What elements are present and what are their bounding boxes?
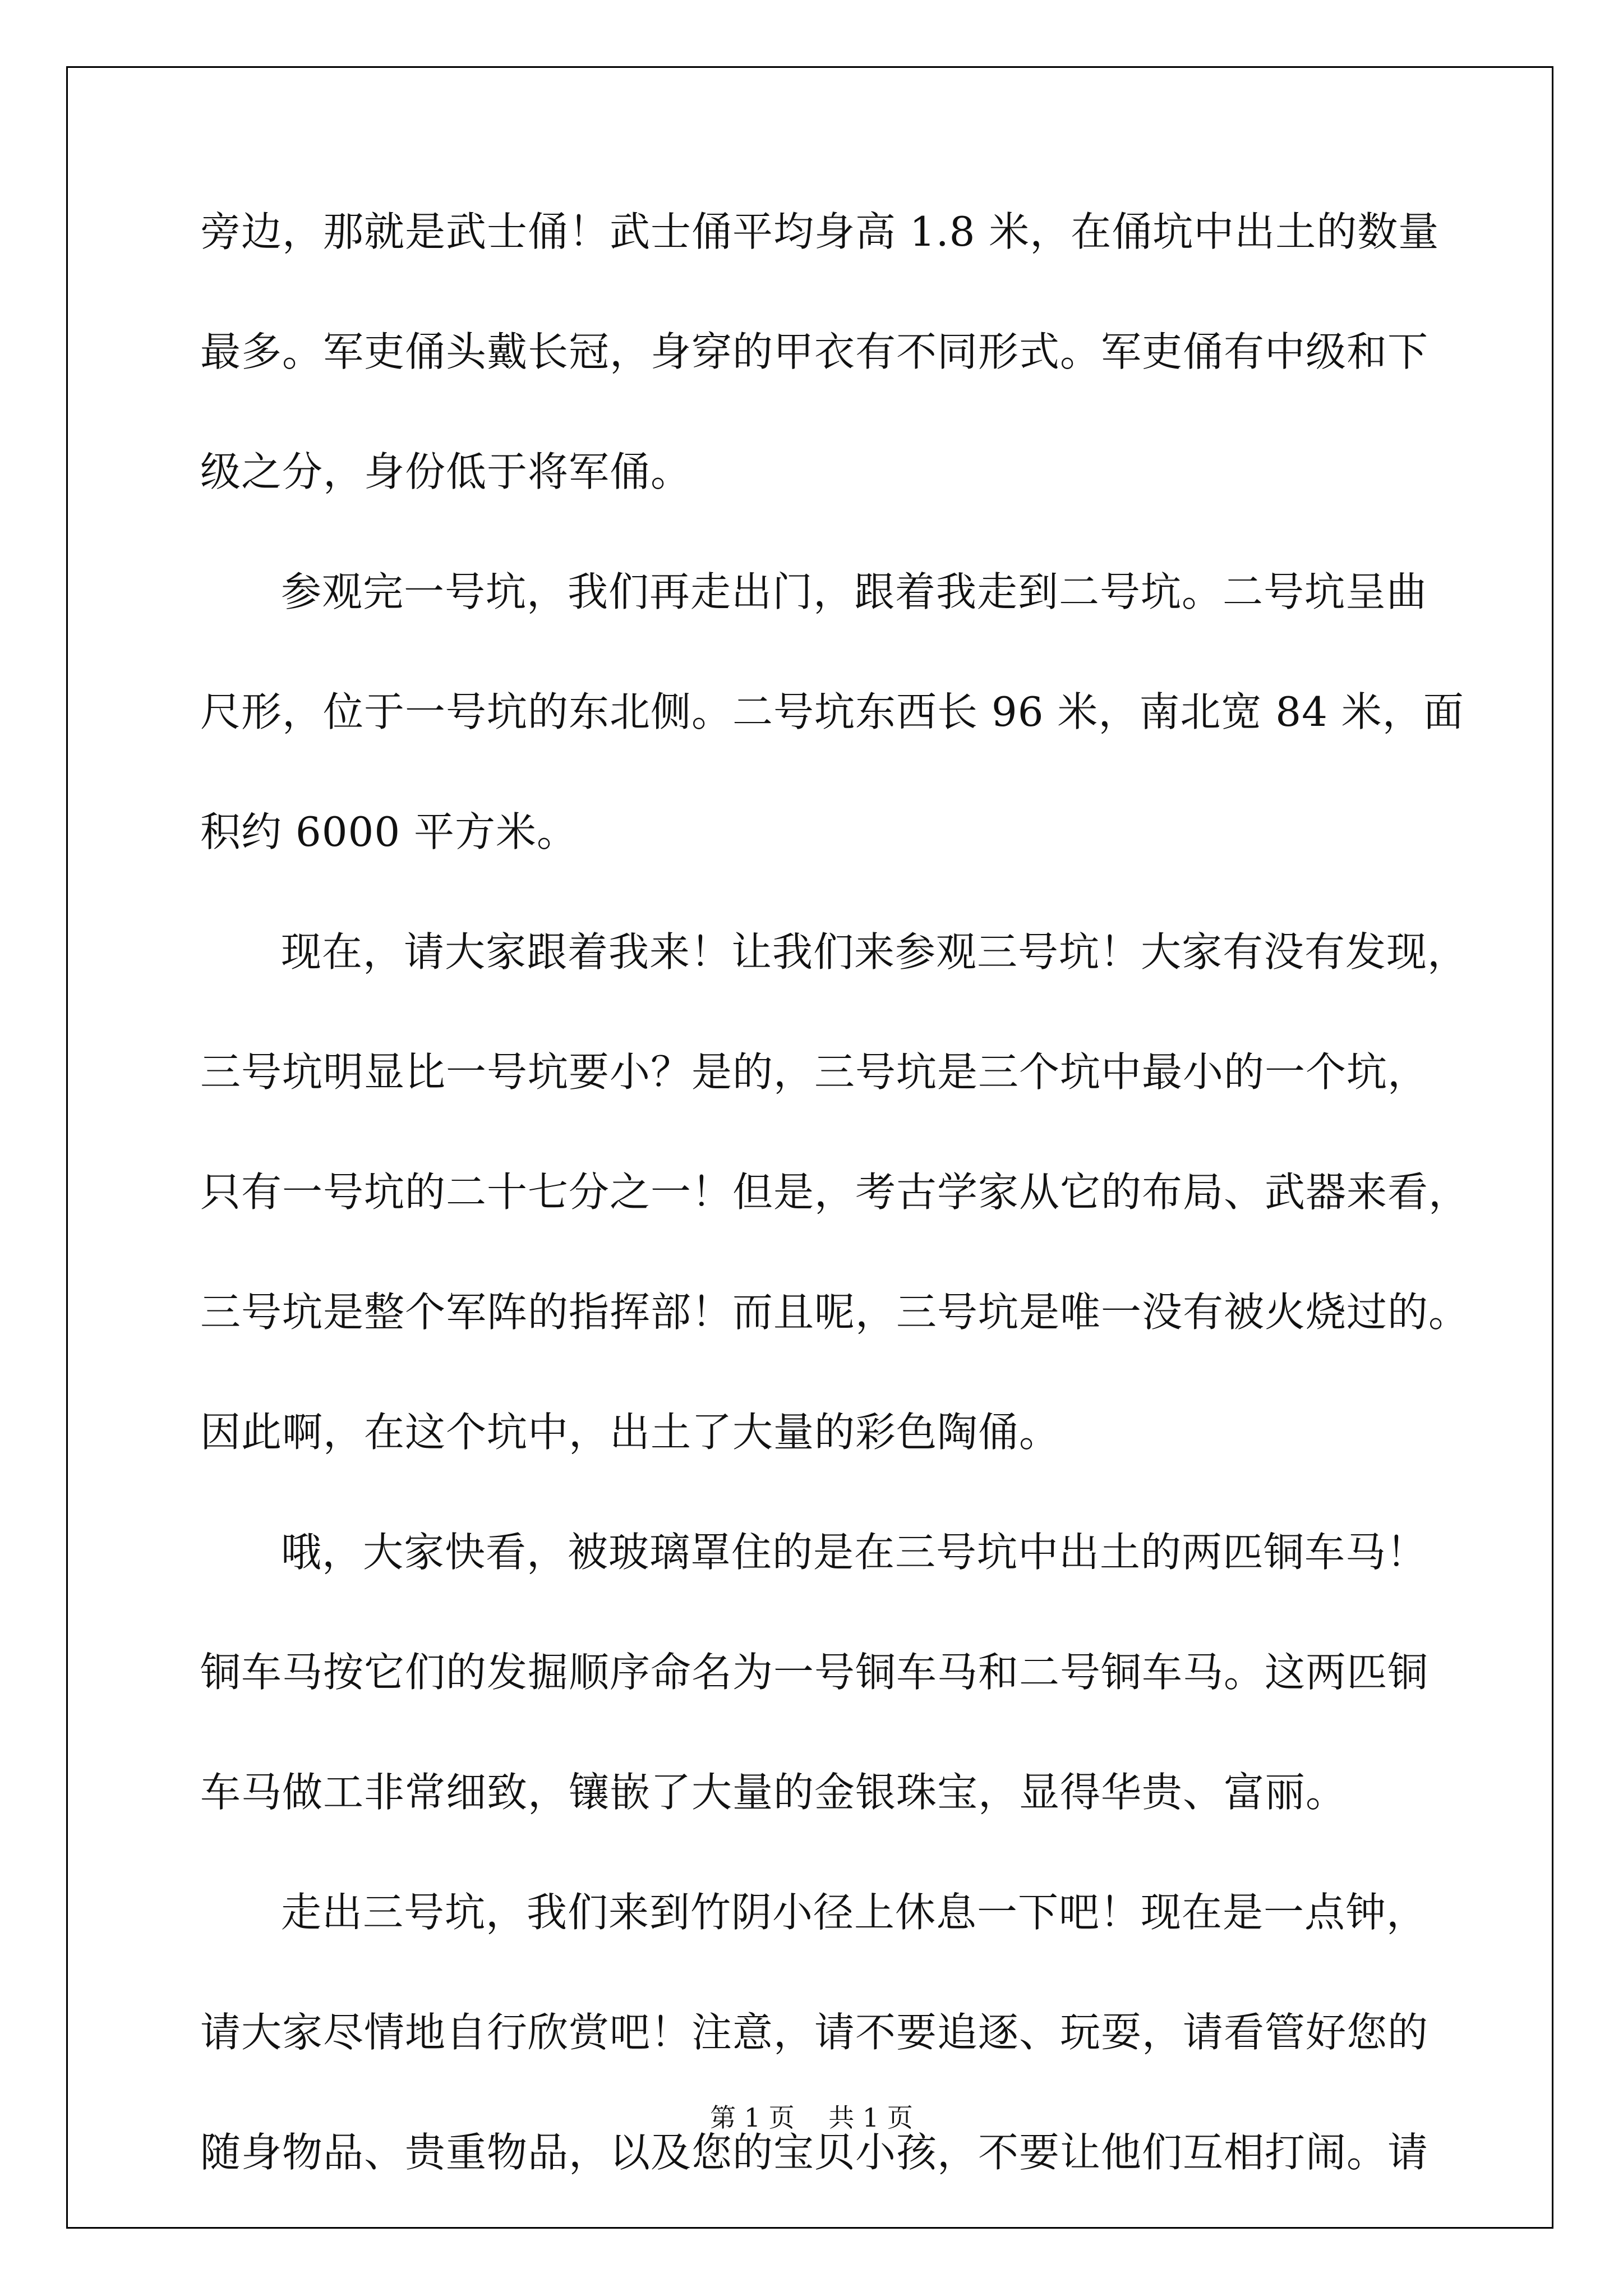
text-line: 积约 6000 平方米。 [200, 808, 578, 855]
text-line: 三号坑是整个军阵的指挥部！而且呢，三号坑是唯一没有被火烧过的。 [200, 1289, 1470, 1336]
paragraph-first-line: 现在，请大家跟着我来！让我们来参观三号坑！大家有没有发现， [281, 928, 1469, 976]
text-line: 车马做工非常细致，镶嵌了大量的金银珠宝，显得华贵、富丽。 [200, 1769, 1347, 1816]
paragraph-first-line: 参观完一号坑，我们再走出门，跟着我走到二号坑。二号坑呈曲 [281, 568, 1428, 615]
text-line: 级之分，身份低于将军俑。 [200, 448, 692, 495]
text-line: 三号坑明显比一号坑要小？是的，三号坑是三个坑中最小的一个坑， [200, 1048, 1429, 1096]
text-line: 因此啊，在这个坑中，出土了大量的彩色陶俑。 [200, 1409, 1061, 1456]
text-line: 随身物品、贵重物品，以及您的宝贝小孩，不要让他们互相打闹。请 [200, 2129, 1429, 2176]
text-line: 尺形，位于一号坑的东北侧。二号坑东西长 96 米，南北宽 84 米，面 [200, 688, 1464, 735]
text-line: 只有一号坑的二十七分之一！但是，考古学家从它的布局、武器来看， [200, 1168, 1470, 1216]
text-line: 旁边，那就是武士俑！武士俑平均身高 1.8 米，在俑坑中出土的数量 [200, 208, 1440, 255]
paragraph-first-line: 哦，大家快看，被玻璃罩住的是在三号坑中出土的两匹铜车马！ [281, 1529, 1428, 1576]
text-line: 最多。军吏俑头戴长冠，身穿的甲衣有不同形式。军吏俑有中级和下 [200, 328, 1429, 375]
text-line: 请大家尽情地自行欣赏吧！注意，请不要追逐、玩耍，请看管好您的 [200, 2009, 1429, 2056]
paragraph-first-line: 走出三号坑，我们来到竹阴小径上休息一下吧！现在是一点钟， [281, 1889, 1428, 1936]
text-line: 铜车马按它们的发掘顺序命名为一号铜车马和二号铜车马。这两匹铜 [200, 1649, 1429, 1696]
page-number-footer: 第 1 页 共 1 页 [710, 2102, 913, 2133]
